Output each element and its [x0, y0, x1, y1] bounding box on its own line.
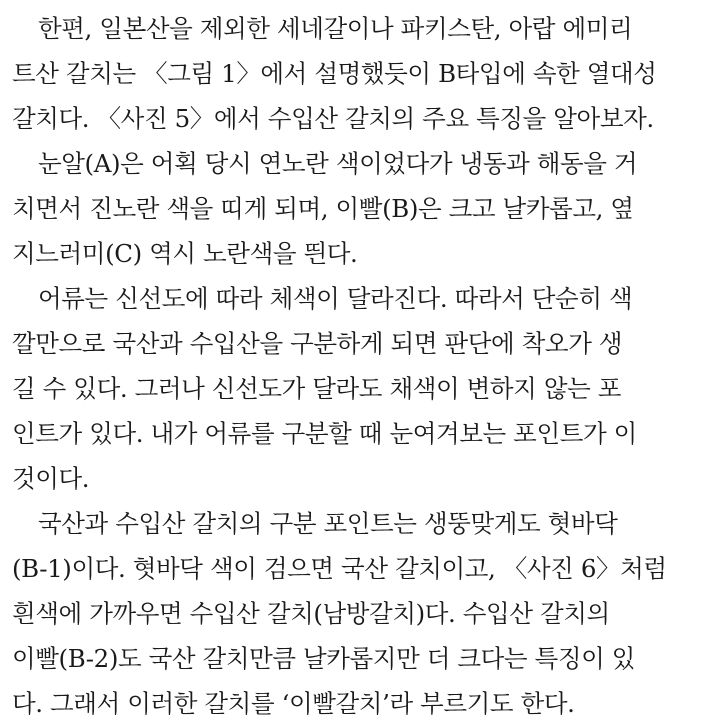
- text-line: 눈알(A)은 어획 당시 연노란 색이었다가 냉동과 해동을 거: [38, 149, 638, 178]
- text-line: 깔만으로 국산과 수입산을 구분하게 되면 판단에 착오가 생: [12, 329, 623, 358]
- text-line: (B-1)이다. 혓바닥 색이 검으면 국산 갈치이고, 〈사진 6〉처럼: [12, 554, 667, 583]
- paragraph-3: [12, 276, 712, 501]
- text-line: 인트가 있다. 내가 어류를 구분할 때 눈여겨보는 포인트가 이: [12, 419, 637, 448]
- text-line: 지느러미(C) 역시 노란색을 띈다.: [12, 239, 358, 268]
- text-line: 흰색에 가까우면 수입산 갈치(남방갈치)다. 수입산 갈치의: [12, 599, 610, 628]
- text-line: 어류는 신선도에 따라 체색이 달라진다. 따라서 단순히 색: [38, 284, 633, 313]
- text-line: 치면서 진노란 색을 띠게 되며, 이빨(B)은 크고 날카롭고, 옆: [12, 194, 634, 223]
- text-line: 길 수 있다. 그러나 신선도가 달라도 채색이 변하지 않는 포: [12, 374, 622, 403]
- text-line: 국산과 수입산 갈치의 구분 포인트는 생뚱맞게도 혓바닥: [38, 509, 618, 538]
- text-line: 한편, 일본산을 제외한 세네갈이나 파키스탄, 아랍 에미리: [38, 14, 633, 43]
- text-line: 트산 갈치는 〈그림 1〉에서 설명했듯이 B타입에 속한 열대성: [12, 59, 657, 88]
- paragraph-2: [12, 141, 712, 276]
- text-line: 다. 그래서 이러한 갈치를 ‘이빨갈치’라 부르기도 한다.: [12, 689, 575, 718]
- paragraph-1: [12, 6, 712, 141]
- text-line: 것이다.: [12, 464, 90, 493]
- text-line: 이빨(B-2)도 국산 갈치만큼 날카롭지만 더 크다는 특징이 있: [12, 644, 636, 673]
- paragraph-4: [12, 501, 712, 726]
- text-line: 갈치다. 〈사진 5〉에서 수입산 갈치의 주요 특징을 알아보자.: [12, 104, 654, 133]
